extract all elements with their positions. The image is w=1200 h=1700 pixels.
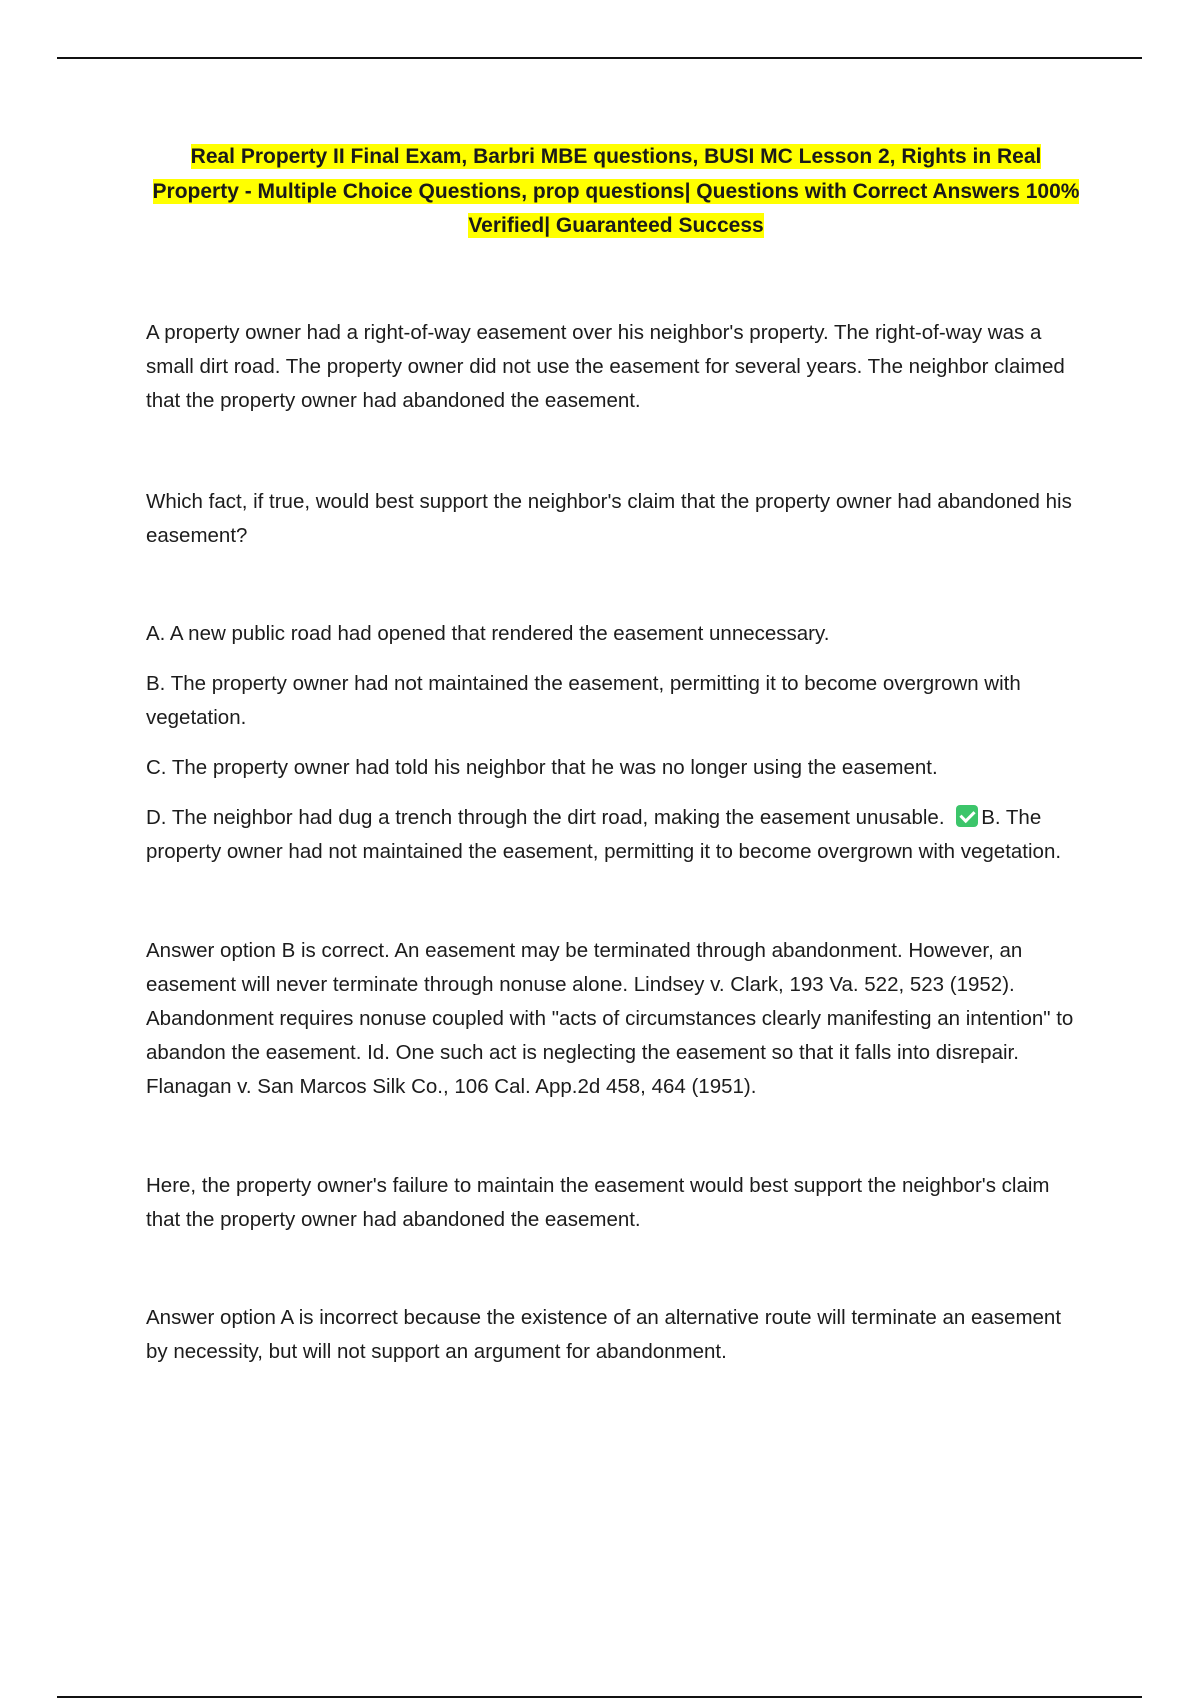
explanation-option-a: Answer option A is incorrect because the existence of an alternative route will terminate an easement by necessity, but will not support an argument for abandonment. bbox=[146, 1305, 1062, 1363]
explanation-paragraph: Answer option B is correct. An easement may be terminated through abandonment. However, an easement will never terminate through nonuse alone. Lindsey v. Clark, 193 Va. 522, 523 (1952). Abandonment requires nonuse coupled with "acts of circumstances clearly manifesting an intention" to abandon the easement. Id. One such act is neglecting the easement so that it falls into disrepair. Flanagan v. San Marcos Silk Co., 106 Cal. App.2d 458, 464 (1951). bbox=[146, 938, 1074, 1098]
check-icon bbox=[956, 805, 978, 827]
document-title bbox=[146, 140, 1086, 244]
option-b: B. The property owner had not maintained the easement, permitting it to become overgrown with vegetation. bbox=[146, 671, 1021, 729]
bottom-divider bbox=[57, 1696, 1142, 1698]
correct-answer: B. The property owner had not maintained the easement, permitting it to become overgrown with vegetation. bbox=[146, 805, 1062, 863]
explanation-summary: Here, the property owner's failure to maintain the easement would best support the neighbor's claim that the property owner had abandoned the easement. bbox=[146, 1173, 1050, 1231]
question-prompt: Which fact, if true, would best support the neighbor's claim that the property owner had abandoned his easement? bbox=[146, 489, 1072, 547]
top-divider bbox=[57, 57, 1142, 59]
question-intro: A property owner had a right-of-way easement over his neighbor's property. The right-of-way was a small dirt road. The property owner did not use the easement for several years. The neighbor claimed that the property owner had abandoned the easement. bbox=[146, 320, 1065, 412]
document-body bbox=[146, 140, 1086, 1369]
option-d-with-answer bbox=[146, 801, 1086, 869]
title-highlight: Real Property II Final Exam, Barbri MBE questions, BUSI MC Lesson 2, Rights in Real Property - Multiple Choice Questions, prop questions| Questions with Correct Answers 100% Verified| Guaranteed Success bbox=[152, 145, 1080, 237]
option-a: A. A new public road had opened that rendered the easement unnecessary. bbox=[146, 621, 830, 645]
option-c: C. The property owner had told his neighbor that he was no longer using the easement. bbox=[146, 755, 938, 779]
option-d: D. The neighbor had dug a trench through the dirt road, making the easement unusable. bbox=[146, 805, 945, 829]
